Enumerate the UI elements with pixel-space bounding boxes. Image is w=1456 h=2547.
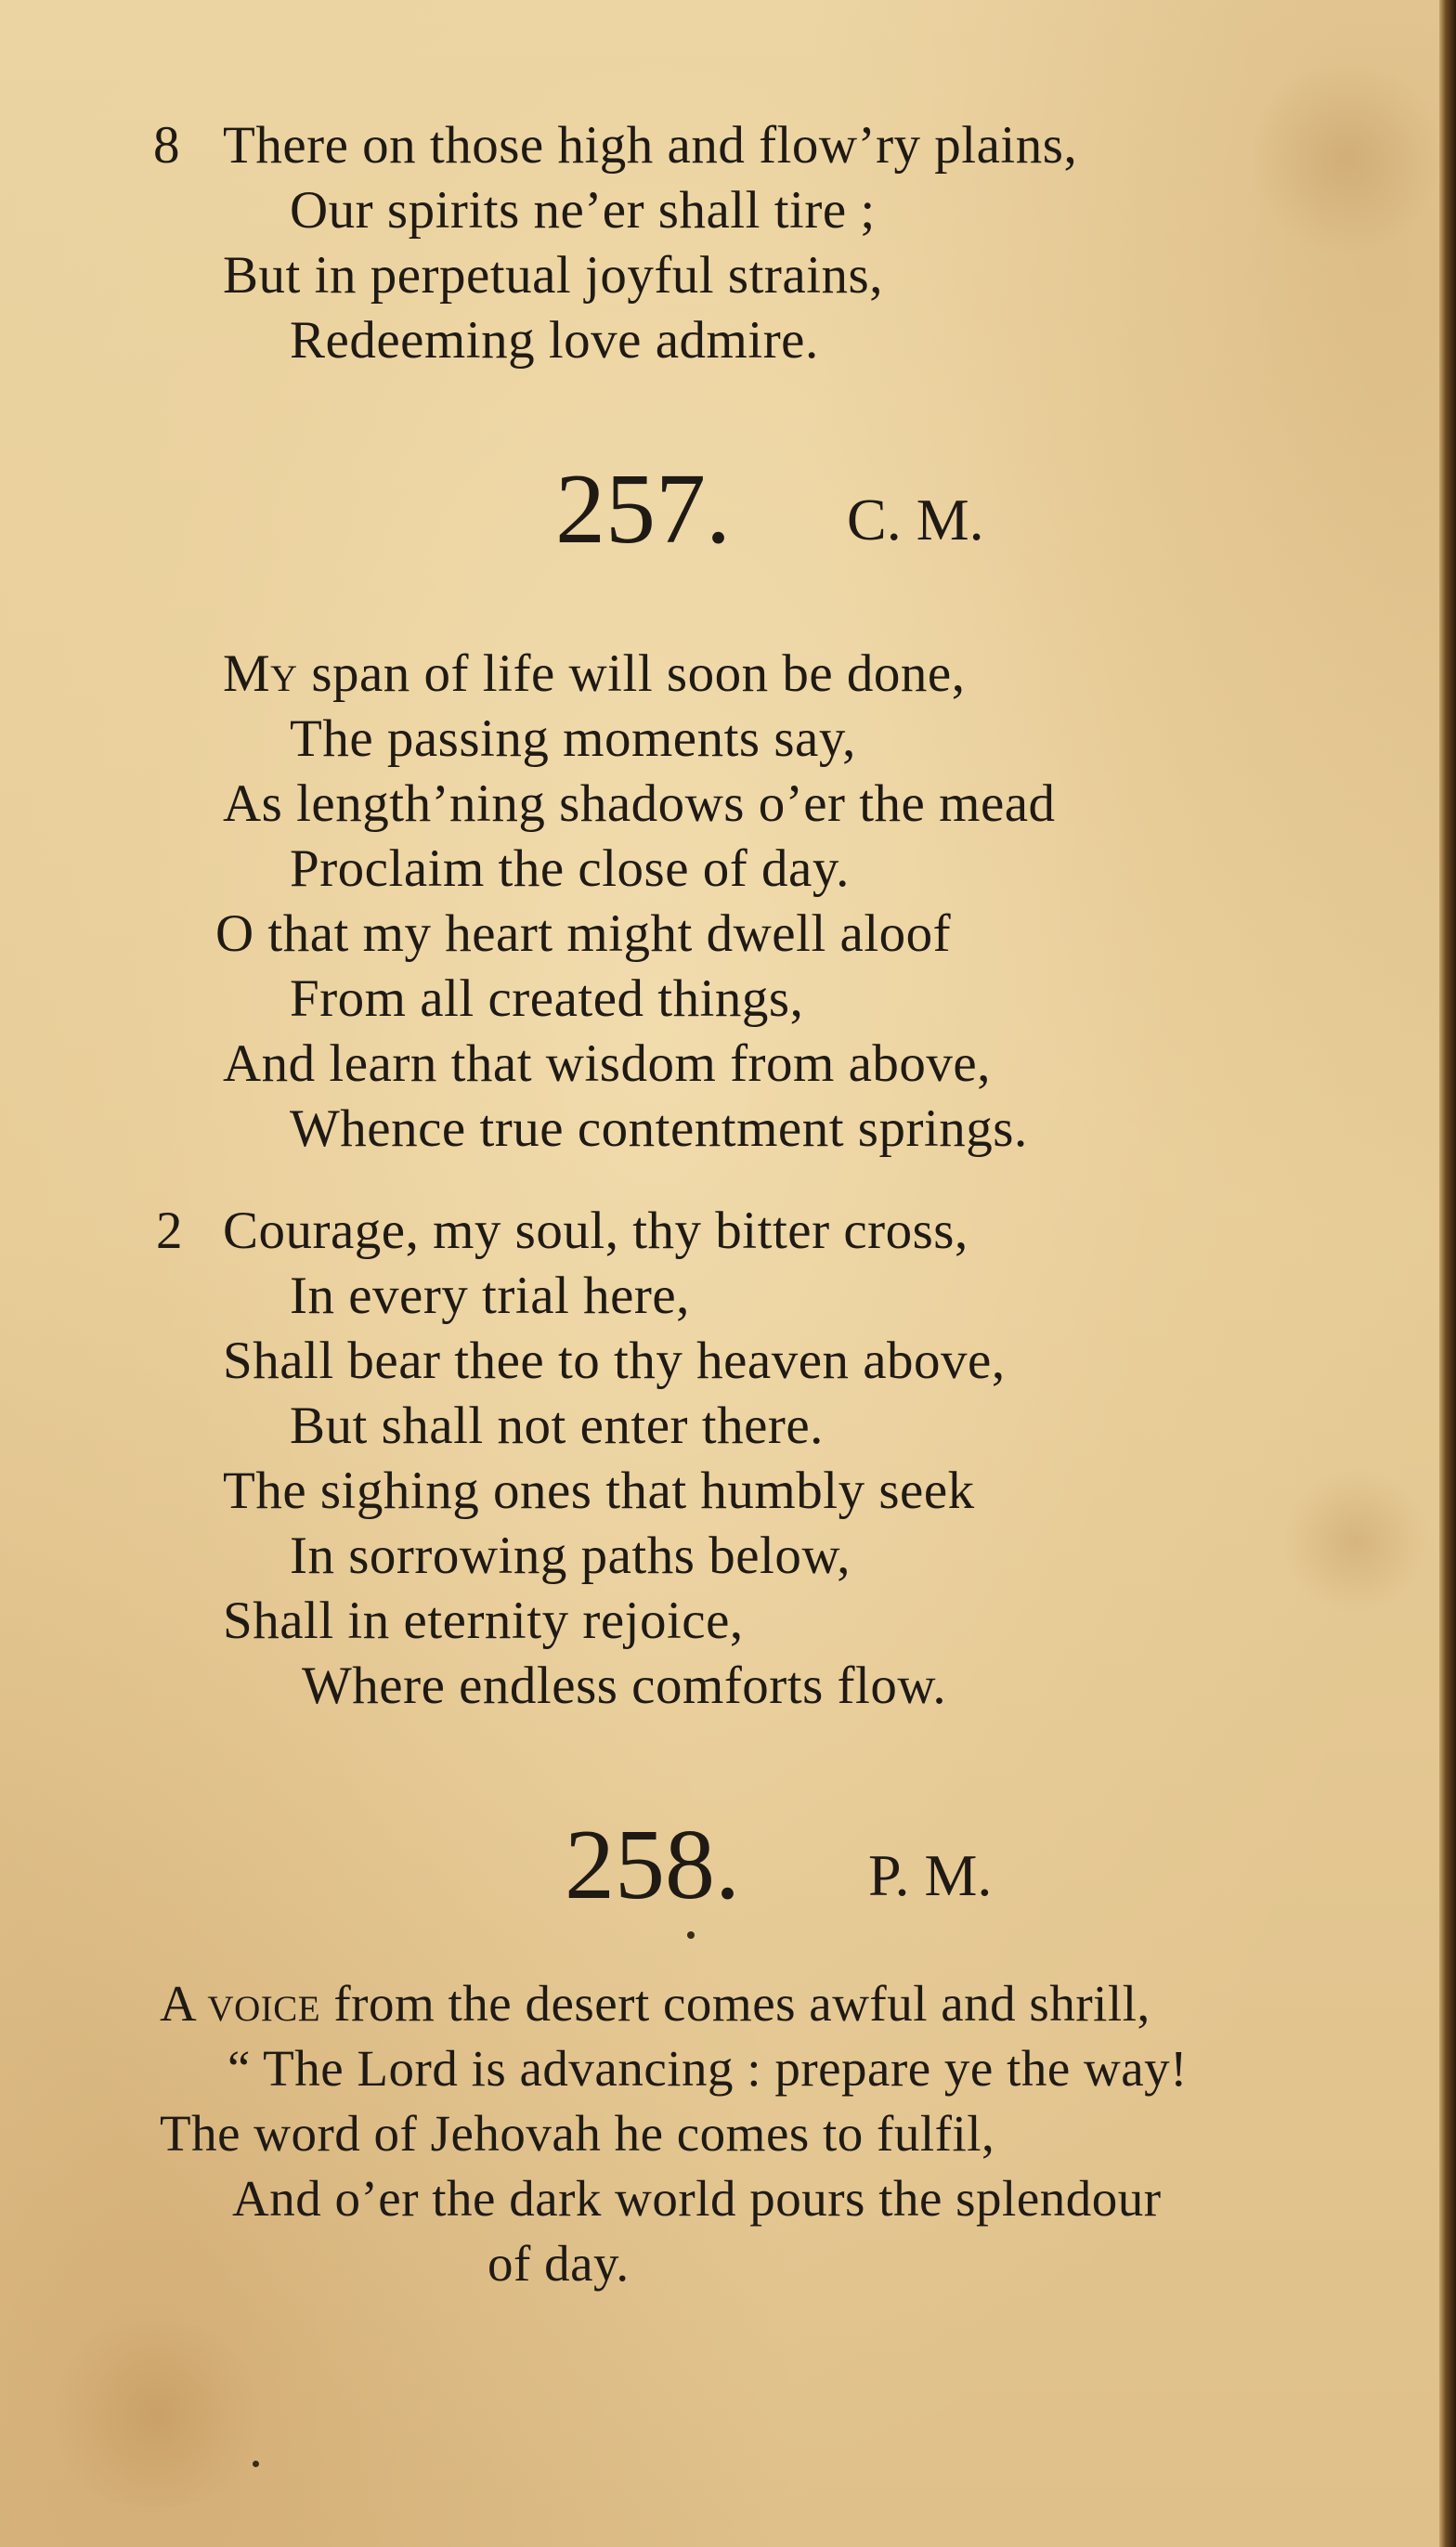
verse-line: In every trial here, — [290, 1267, 690, 1325]
page-binding-edge — [1439, 0, 1456, 2547]
paper-stain — [1254, 56, 1439, 260]
verse-number: 8 — [153, 116, 180, 175]
verse-line: Courage, my soul, thy bitter cross, — [223, 1202, 968, 1260]
hymn-meter: P. M. — [868, 1842, 993, 1908]
verse-line: As length’ning shadows o’er the mead — [223, 774, 1056, 833]
verse-line — [160, 1975, 1150, 2032]
verse-line: Whence true contentment springs. — [290, 1099, 1028, 1158]
verse-line: From all created things, — [290, 969, 804, 1028]
hymn-meter: C. M. — [847, 487, 984, 552]
verse-line: Where endless comforts flow. — [302, 1657, 947, 1715]
verse-line: O that my heart might dwell aloof — [215, 904, 952, 963]
verse-line: The sighing ones that humbly seek — [223, 1462, 975, 1520]
verse-line: There on those high and flow’ry plains, — [223, 116, 1078, 175]
paper-stain — [1281, 1467, 1430, 1616]
verse-line: In sorrowing paths below, — [290, 1527, 852, 1585]
verse-line: Shall in eternity rejoice, — [223, 1592, 744, 1650]
hymn-number: 258. — [565, 1810, 740, 1920]
verse-line: And o’er the dark world pours the splendour — [232, 2170, 1162, 2227]
paper-stain — [37, 2321, 279, 2507]
verse-line: The passing moments say, — [290, 709, 856, 768]
verse-line: And learn that wisdom from above, — [223, 1034, 991, 1093]
first-word: My — [223, 644, 298, 703]
verse-number: 2 — [156, 1202, 183, 1260]
verse-line: But shall not enter there. — [290, 1397, 824, 1455]
verse-line: Redeeming love admire. — [290, 311, 819, 370]
first-word: A voice — [160, 1975, 321, 2032]
verse-line: of day. — [488, 2235, 630, 2292]
ink-speck — [253, 2461, 259, 2467]
verse-line: “ The Lord is advancing : prepare ye the way! — [228, 2040, 1188, 2097]
verse-line: But in perpetual joyful strains, — [223, 246, 883, 305]
line-rest: from the desert comes awful and shrill, — [320, 1975, 1150, 2032]
hymn-number: 257. — [555, 454, 731, 565]
ink-speck — [687, 1931, 695, 1939]
verse-line: Proclaim the close of day. — [290, 839, 850, 898]
verse-line: Our spirits ne’er shall tire ; — [290, 181, 876, 240]
verse-line: The word of Jehovah he comes to fulfil, — [160, 2105, 995, 2162]
line-rest: span of life will soon be done, — [297, 644, 966, 703]
verse-line — [223, 644, 966, 703]
verse-line: Shall bear thee to thy heaven above, — [223, 1332, 1006, 1390]
